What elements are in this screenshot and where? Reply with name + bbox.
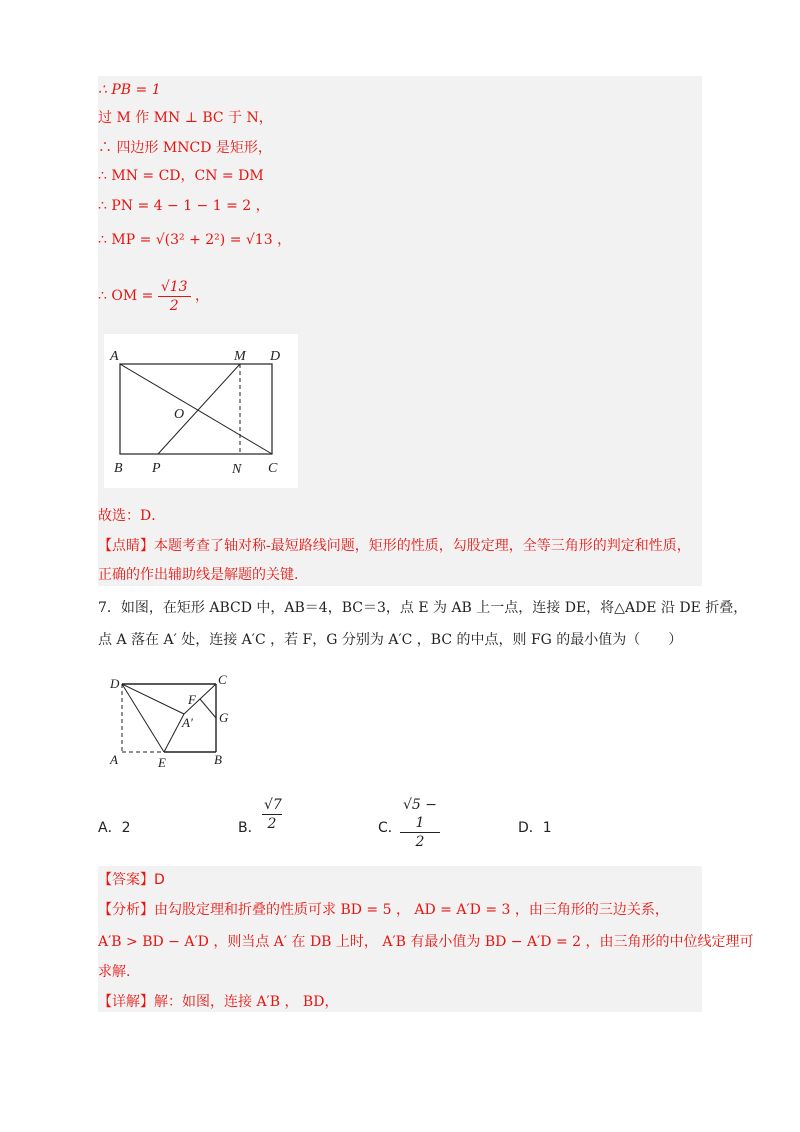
analysis-row-3: 求解. [98, 964, 131, 980]
option-c-denominator: 2 [415, 834, 425, 850]
option-d-letter: D． [518, 820, 543, 836]
label2-f: F [188, 692, 196, 707]
detail-tag: 【详解】 [98, 994, 154, 1010]
om-suffix: ， [195, 288, 210, 304]
label-p: P [152, 461, 161, 476]
label2-d: D [110, 676, 120, 691]
answer-line: 故选：D． [98, 508, 166, 524]
label2-g: G [219, 710, 229, 725]
solution-line-6: ∴ MP = √(3² + 2²) = √13 ， [98, 232, 292, 248]
solution-line-1: ∴ PB = 1 [98, 82, 161, 98]
option-d-value: 1 [542, 820, 552, 836]
om-fraction [158, 278, 191, 315]
label2-e: E [158, 755, 166, 770]
solution-line-3: ∴ 四边形 MNCD 是矩形， [98, 140, 272, 156]
option-c-numerator: √5 − 1 [400, 796, 440, 833]
line-pm [158, 364, 240, 454]
om-numerator: √13 [158, 278, 191, 297]
figure-rectangle-mncd [104, 334, 298, 488]
solution-line-4: ∴ MN = CD，CN = DM [98, 168, 264, 184]
label-c: C [268, 461, 278, 476]
line-fg [200, 699, 216, 718]
figure2-svg [104, 670, 244, 772]
option-a[interactable] [98, 818, 131, 838]
analysis-row-1 [98, 900, 669, 920]
comment-line-1 [98, 536, 691, 556]
figure-folded-rectangle [104, 670, 244, 772]
question-7-line-2: 点 A 落在 A′ 处，连接 A′C ，若 F，G 分别为 A′C ，BC 的中点，则 FG 的最小值为（ ） [98, 632, 683, 648]
label2-a: A [110, 752, 118, 767]
option-c[interactable] [378, 818, 402, 838]
label2-c: C [218, 672, 227, 687]
om-denominator: 2 [169, 297, 179, 314]
analysis-tag: 【分析】 [98, 902, 154, 918]
option-b-fraction [262, 796, 282, 833]
option-c-letter: C． [378, 820, 402, 836]
om-prefix: ∴ OM = [98, 288, 154, 304]
option-d[interactable] [518, 818, 552, 838]
analysis-row-2: A′B > BD − A′D ，则当点 A′ 在 DB 上时， A′B 有最小值为 BD − A′D = 2 ，由三角形的中位线定理可 [98, 934, 754, 950]
label-m: M [234, 349, 246, 364]
answer-tag: 【答案】 [98, 872, 154, 888]
label-b: B [114, 461, 123, 476]
detail-row [98, 992, 338, 1012]
solution-line-2: 过 M 作 MN ⊥ BC 于 N， [98, 110, 273, 126]
analysis-text-1: 由勾股定理和折叠的性质可求 BD = 5 ， AD = A′D = 3 ，由三角形的三边关系， [154, 902, 669, 918]
comment-tag: 【点睛】 [98, 538, 154, 554]
option-b-denominator: 2 [267, 816, 277, 832]
label2-a-prime: A′ [182, 715, 193, 730]
question-7-line-1: 7．如图，在矩形 ABCD 中，AB＝4，BC＝3，点 E 为 AB 上一点，连接 DE，将△ADE 沿 DE 折叠， [98, 600, 748, 616]
option-a-letter: A． [98, 820, 122, 836]
detail-text: 解：如图，连接 A′B ， BD， [154, 994, 339, 1010]
label-d: D [270, 349, 281, 364]
label-o: O [174, 407, 185, 422]
answer-row [98, 870, 165, 890]
label2-b: B [214, 752, 222, 767]
comment-line-2: 正确的作出辅助线是解题的关键. [98, 567, 299, 583]
option-c-fraction [400, 796, 440, 851]
om-equation [98, 276, 209, 316]
option-a-value: 2 [121, 820, 131, 836]
line-ac [120, 364, 272, 454]
label-n: N [232, 462, 242, 477]
line-ea-prime [164, 714, 184, 752]
option-b-numerator: √7 [264, 797, 282, 813]
label-a: A [110, 349, 119, 364]
option-b[interactable] [238, 818, 262, 838]
solution-line-5: ∴ PN = 4 − 1 − 1 = 2 ， [98, 198, 270, 214]
answer-value: D [154, 872, 165, 888]
figure1-svg [104, 334, 298, 488]
option-b-letter: B． [238, 820, 262, 836]
comment-text-1: 本题考查了轴对称-最短路线问题，矩形的性质，勾股定理，全等三角形的判定和性质， [154, 538, 691, 554]
